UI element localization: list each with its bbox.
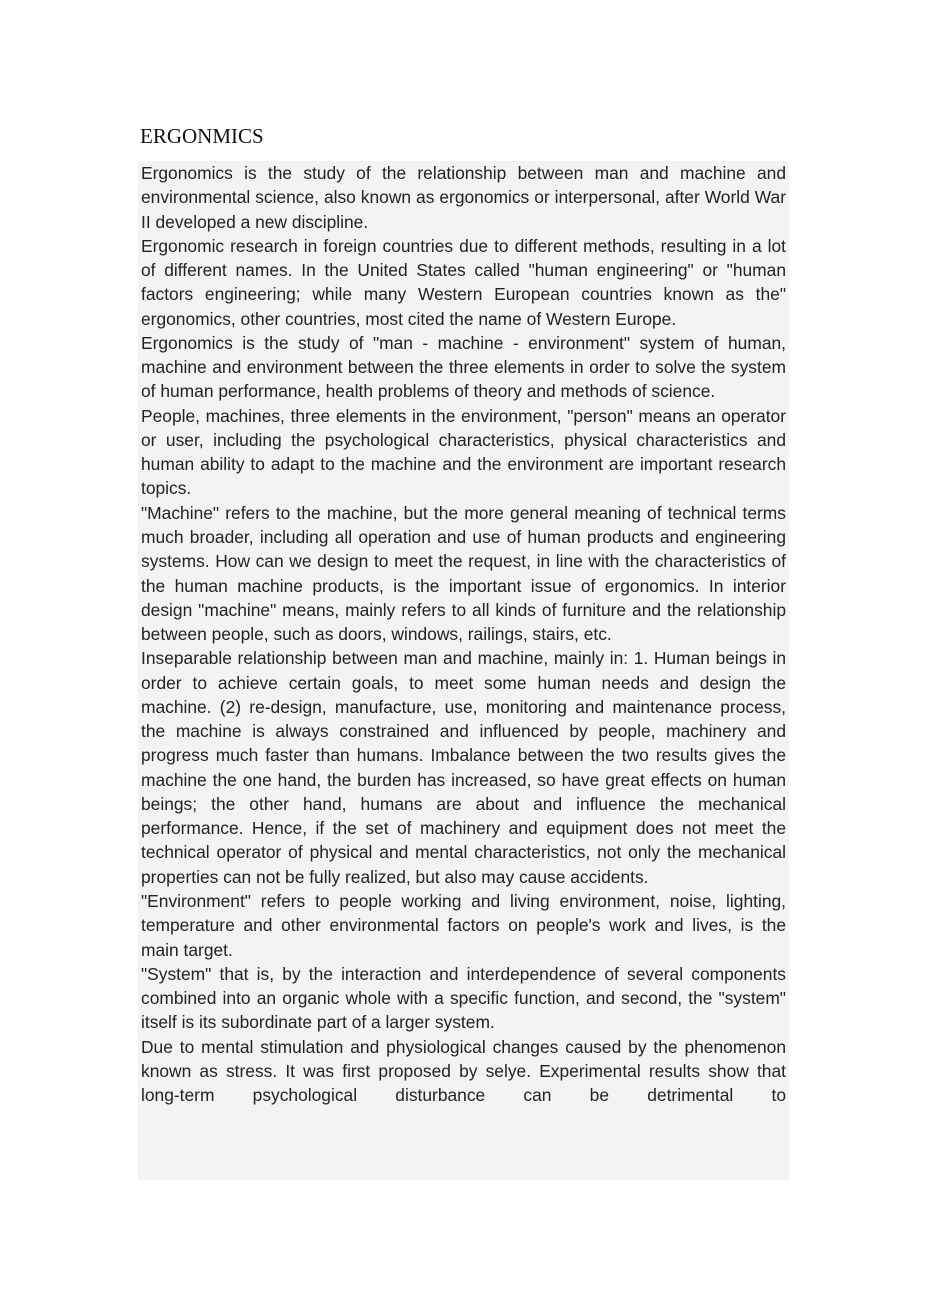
paragraph: Ergonomics is the study of "man - machine - environment" system of human, machine and environment between the three elements in order to solve the system of human performance, health problems of theory and methods of science. <box>141 332 786 402</box>
paragraph: Ergonomic research in foreign countries due to different methods, resulting in a lot of different names. In the United States called "human engineering" or "human factors engineering; while many Western European countries known as the" ergonomics, other countries, most cited the name of Western Europe. <box>141 235 786 329</box>
paragraph: "System" that is, by the interaction and interdependence of several components combined into an organic whole with a specific function, and second, the "system" itself is its subordinate part of a larger system. <box>141 963 786 1033</box>
paragraph: Inseparable relationship between man and machine, mainly in: 1. Human beings in order to achieve certain goals, to meet some human needs and design the machine. (2) re-design, manufacture, use, monitoring and maintenance process, the machine is always constrained and influenced by people, machinery and progress much faster than humans. Imbalance between the two results gives the machine the one hand, the burden has increased, so have great effects on human beings; the other hand, humans are about and influence the mechanical performance. Hence, if the set of machinery and equipment does not meet the technical operator of physical and mental characteristics, not only the mechanical properties can not be fully realized, but also may cause accidents. <box>141 648 786 887</box>
paragraph: Due to mental stimulation and physiological changes caused by the phenomenon known as stress. It was first proposed by selye. Experimental results show that long-term psychological disturbance can be detrimental to <box>141 1036 786 1106</box>
paragraph: Ergonomics is the study of the relationship between man and machine and environmental science, also known as ergonomics or interpersonal, after World War II developed a new discipline. <box>141 163 786 232</box>
paragraph: "Environment" refers to people working and living environment, noise, lighting, temperature and other environmental factors on people's work and lives, is the main target. <box>141 890 786 960</box>
paragraph: People, machines, three elements in the environment, "person" means an operator or user, including the psychological characteristics, physical characteristics and human ability to adapt to the machine and the environment are important research topics. <box>141 405 786 499</box>
document-title: ERGONMICS <box>140 124 264 148</box>
document-body <box>138 161 789 1180</box>
paragraph: "Machine" refers to the machine, but the more general meaning of technical terms much broader, including all operation and use of human products and engineering systems. How can we design to meet the request, in line with the characteristics of the human machine products, is the important issue of ergonomics. In interior design "machine" means, mainly refers to all kinds of furniture and the relationship between people, such as doors, windows, railings, stairs, etc. <box>141 502 786 645</box>
